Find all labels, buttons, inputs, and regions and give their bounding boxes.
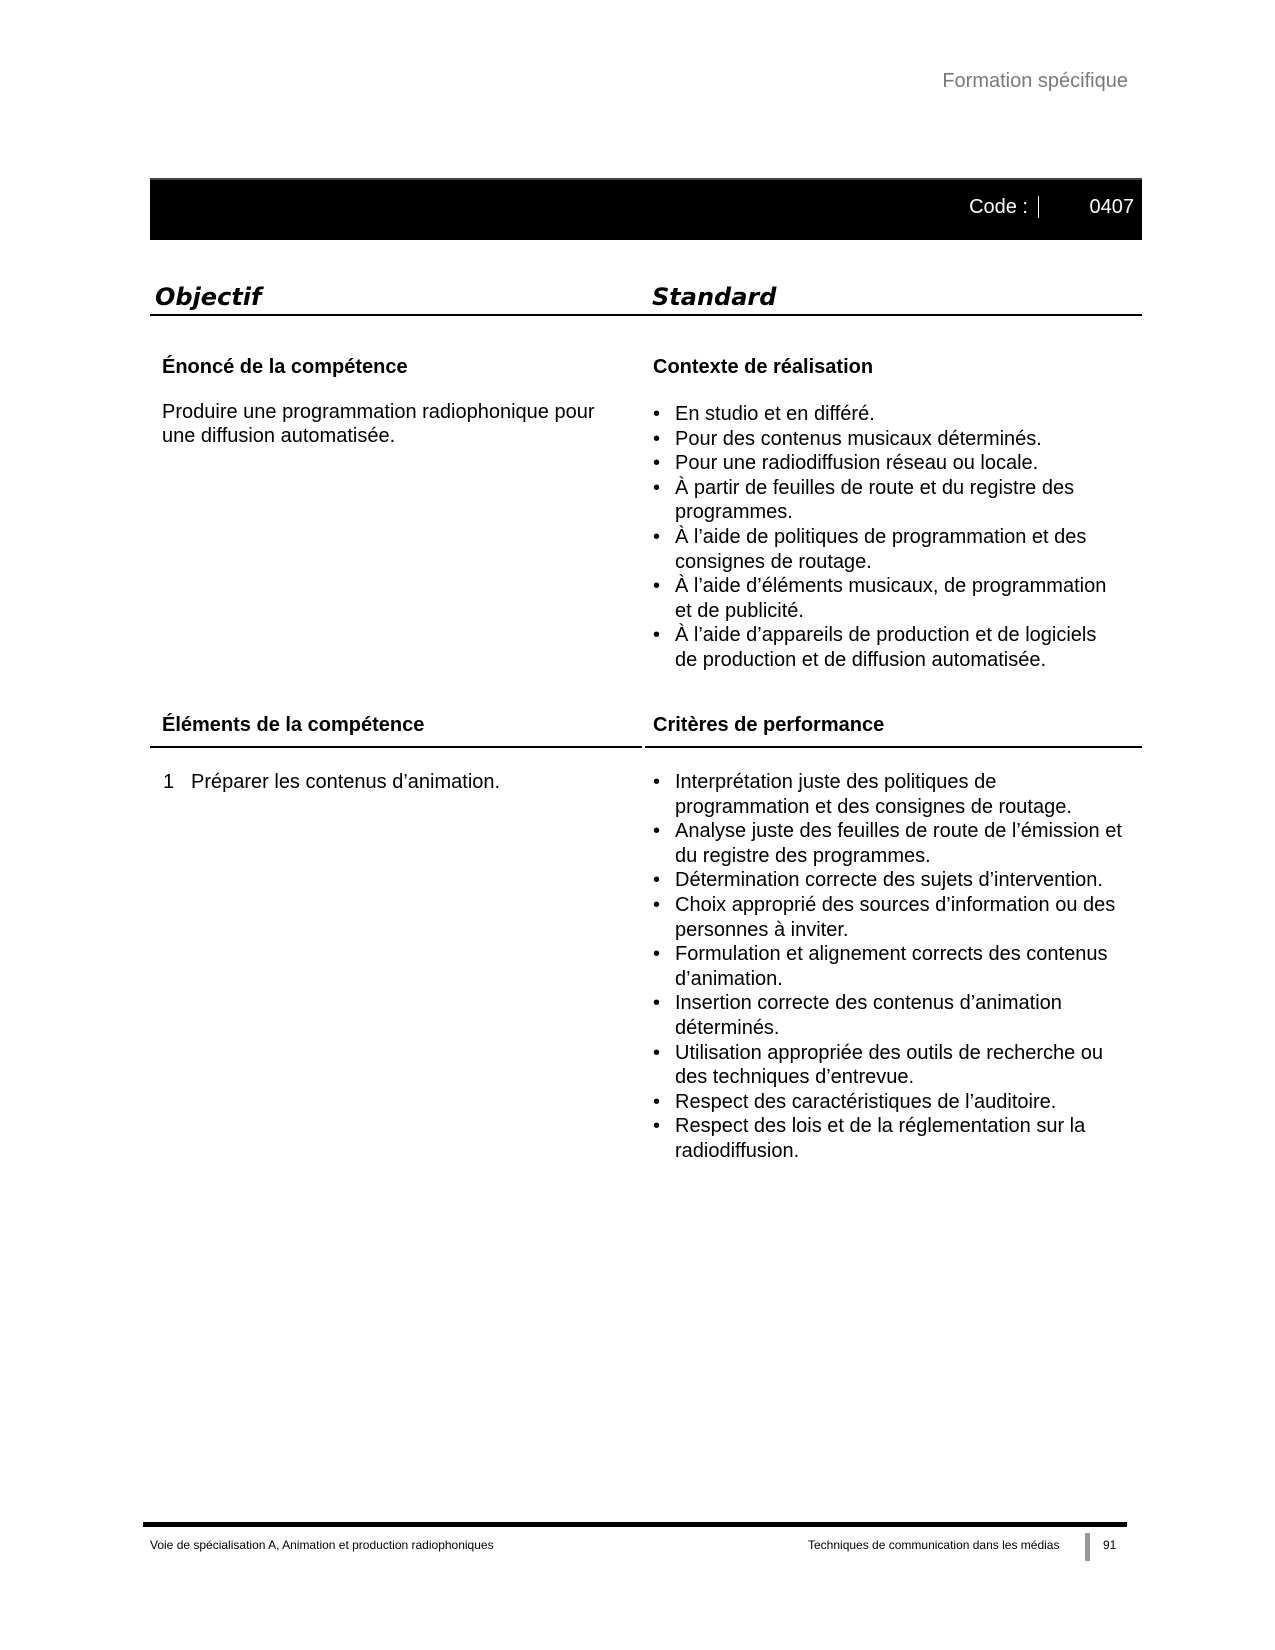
criteres-list [653, 770, 1128, 1164]
list-item: • Insertion correcte des contenus d’animation déterminés. [653, 991, 1128, 1040]
list-item: • Respect des lois et de la réglementation sur la radiodiffusion. [653, 1114, 1128, 1163]
footer-title: Techniques de communication dans les médias [808, 1538, 1060, 1552]
list-item: • Choix approprié des sources d’information ou des personnes à inviter. [653, 893, 1128, 942]
element-text: Préparer les contenus d’animation. [191, 771, 501, 793]
enonce-title: Énoncé de la compétence [162, 356, 408, 378]
list-item: • Détermination correcte des sujets d’intervention. [653, 868, 1128, 893]
running-header: Formation spécifique [942, 70, 1128, 92]
footer-divider [143, 1522, 1127, 1527]
page-number: 91 [1103, 1538, 1117, 1552]
list-item: • Pour une radiodiffusion réseau ou locale. [653, 451, 1123, 476]
footer-separator [1085, 1533, 1090, 1561]
element-number: 1 [163, 771, 175, 793]
criteres-title: Critères de performance [653, 714, 885, 736]
column-heading-objectif: Objectif [155, 283, 262, 311]
list-item: • Pour des contenus musicaux déterminés. [653, 427, 1123, 452]
criteres-divider [645, 746, 1142, 748]
list-item: • Utilisation appropriée des outils de recherche ou des techniques d’entrevue. [653, 1041, 1128, 1090]
list-item: • En studio et en différé. [653, 402, 1123, 427]
element-item [163, 770, 500, 794]
footer-program: Voie de spécialisation A, Animation et production radiophoniques [150, 1538, 494, 1552]
enonce-text: Produire une programmation radiophonique pour une diffusion automatisée. [162, 401, 595, 447]
code-value: 0407 [1089, 196, 1134, 218]
list-item: • Formulation et alignement corrects des contenus d’animation. [653, 942, 1128, 991]
list-item: • À l’aide d’éléments musicaux, de programmation et de publicité. [653, 574, 1123, 623]
elements-title: Éléments de la compétence [162, 714, 425, 736]
list-item: • À l’aide d’appareils de production et de logiciels de production et de diffusion automatisée. [653, 623, 1123, 672]
list-item: • À l’aide de politiques de programmation et des consignes de routage. [653, 525, 1123, 574]
heading-divider [150, 314, 1142, 316]
code-label: Code : [969, 196, 1039, 218]
list-item: • Analyse juste des feuilles de route de l’émission et du registre des programmes. [653, 819, 1128, 868]
list-item: • Respect des caractéristiques de l’auditoire. [653, 1090, 1128, 1115]
elements-divider [150, 746, 642, 748]
contexte-list [653, 402, 1123, 673]
column-heading-standard: Standard [652, 283, 777, 311]
contexte-title: Contexte de réalisation [653, 356, 874, 378]
code-bar [150, 178, 1142, 240]
list-item: • Interprétation juste des politiques de programmation et des consignes de routage. [653, 770, 1128, 819]
list-item: • À partir de feuilles de route et du registre des programmes. [653, 476, 1123, 525]
